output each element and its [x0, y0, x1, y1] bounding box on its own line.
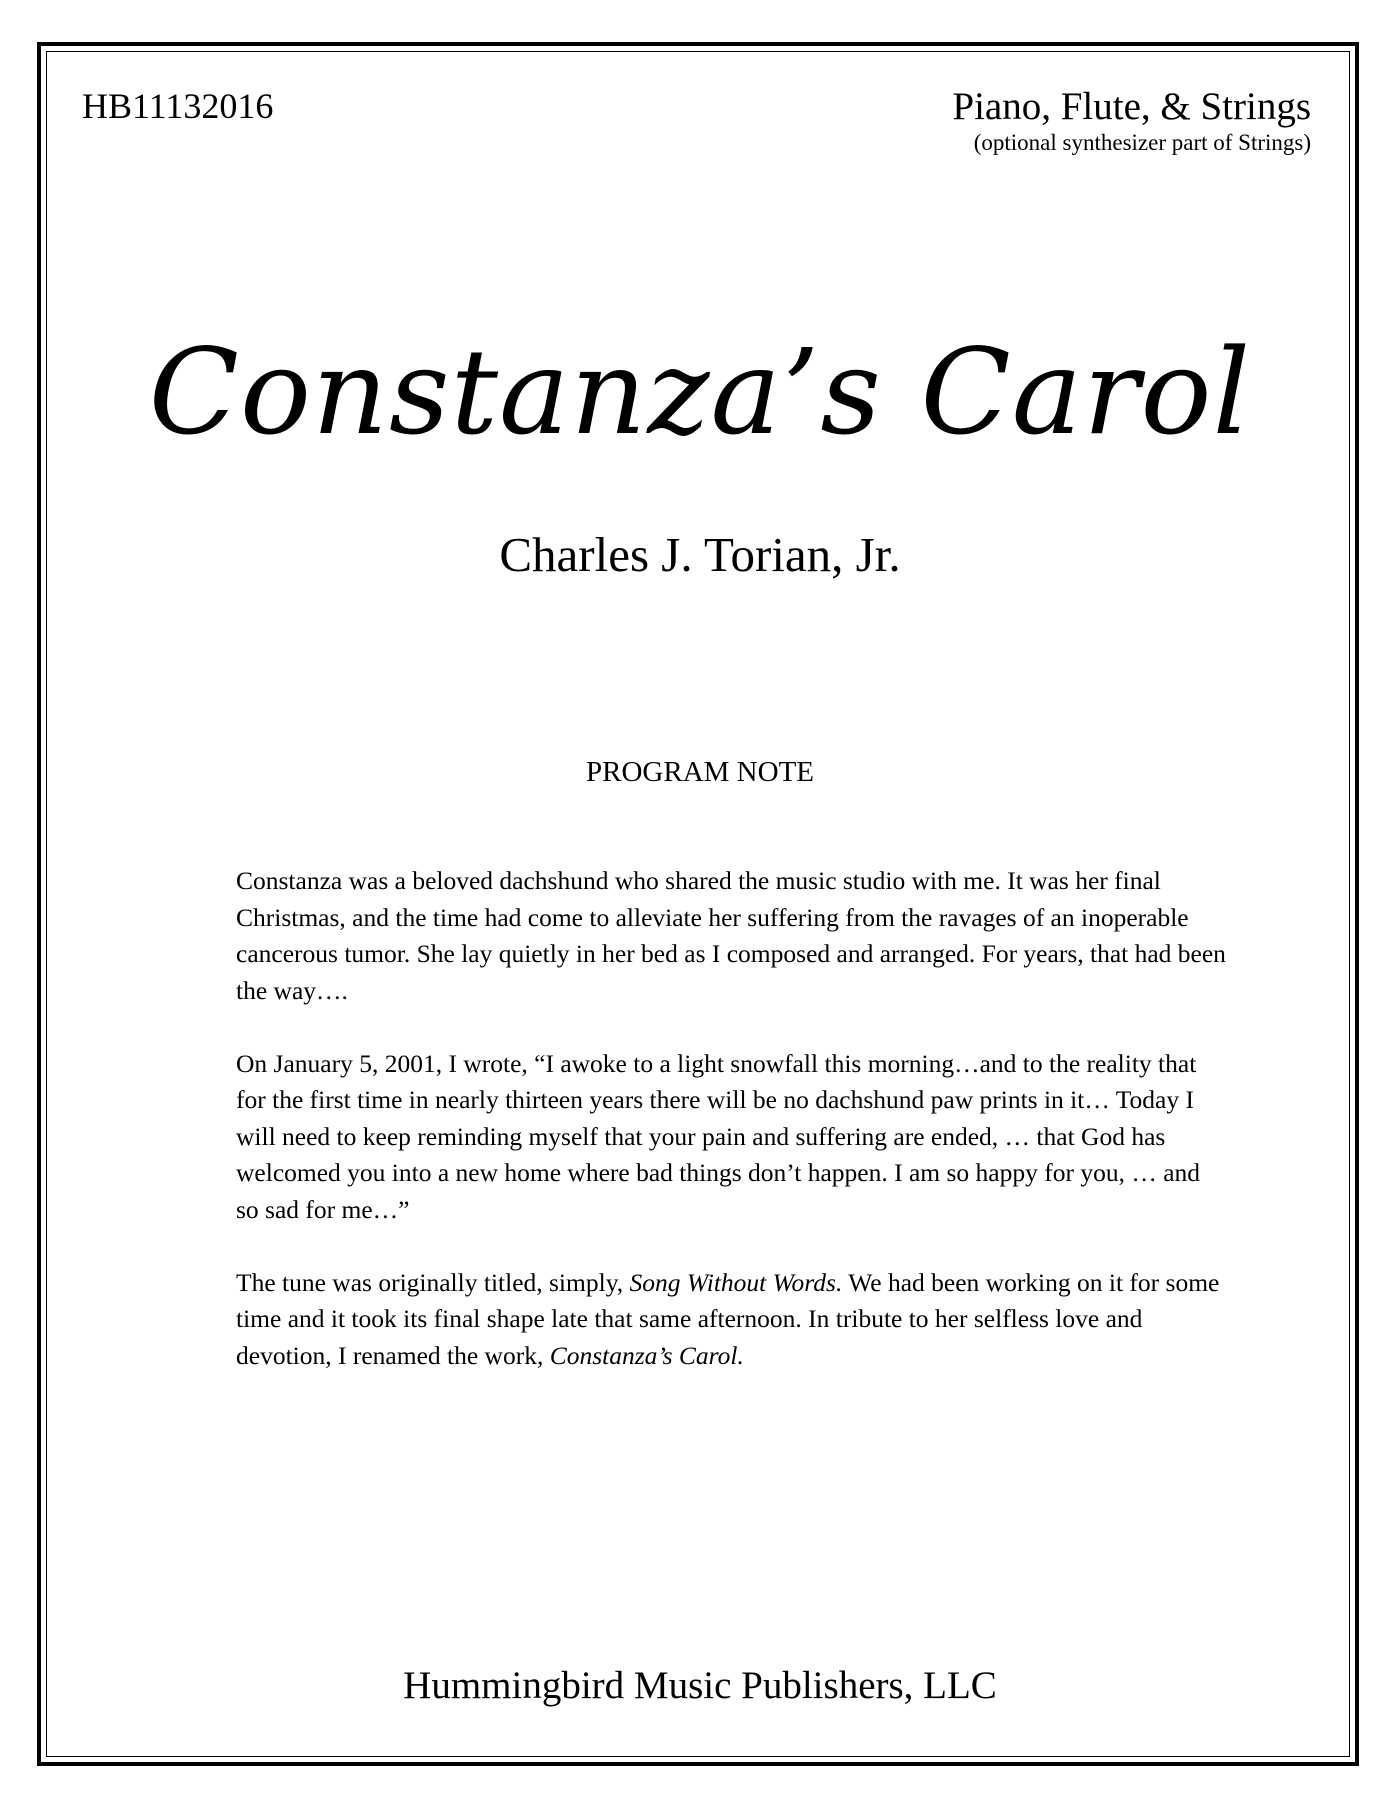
- instrumentation: Piano, Flute, & Strings: [952, 85, 1311, 128]
- piece-title: Constanza’s Carol: [148, 323, 1252, 461]
- paragraph-3-italic-title-2: Constanza’s Carol.: [549, 1340, 744, 1370]
- instrumentation-block: [952, 86, 1311, 156]
- catalog-number: HB11132016: [82, 86, 274, 126]
- publisher-name: Hummingbird Music Publishers, LLC: [403, 1664, 997, 1707]
- instrumentation-note: (optional synthesizer part of Strings): [973, 130, 1311, 155]
- program-note-paragraph-3: [236, 1265, 1226, 1375]
- paragraph-3-italic-title-1: Song Without Words.: [629, 1267, 843, 1297]
- composer-name: Charles J. Torian, Jr.: [499, 527, 901, 582]
- program-note-body: [236, 863, 1226, 1411]
- paragraph-3-text-1: The tune was originally titled, simply,: [236, 1267, 630, 1297]
- program-note-paragraph-1: Constanza was a beloved dachshund who shared the music studio with me. It was her final Christmas, and the time had come to alleviate her suffering from the ravages of an inoperable cancerous tumor. She lay quietly in her bed as I composed and arranged. For years, that had been the way….: [236, 866, 1226, 1005]
- program-note-heading: PROGRAM NOTE: [586, 756, 814, 788]
- program-note-paragraph-2: On January 5, 2001, I wrote, “I awoke to a light snowfall this morning…and to the reality that for the first time in nearly thirteen years there will be no dachshund paw prints in it… Today I will need to keep reminding myself that your pain and suffering are ended, … that God has welcomed you into a new home where bad things don’t happen. I am so happy for you, … and so sad for me…”: [236, 1048, 1201, 1224]
- paragraph-3-text-2: We had been working on it for some time and it took its final shape late that same afternoon. In tribute to her selfless love and devotion, I renamed the work,: [236, 1267, 1220, 1370]
